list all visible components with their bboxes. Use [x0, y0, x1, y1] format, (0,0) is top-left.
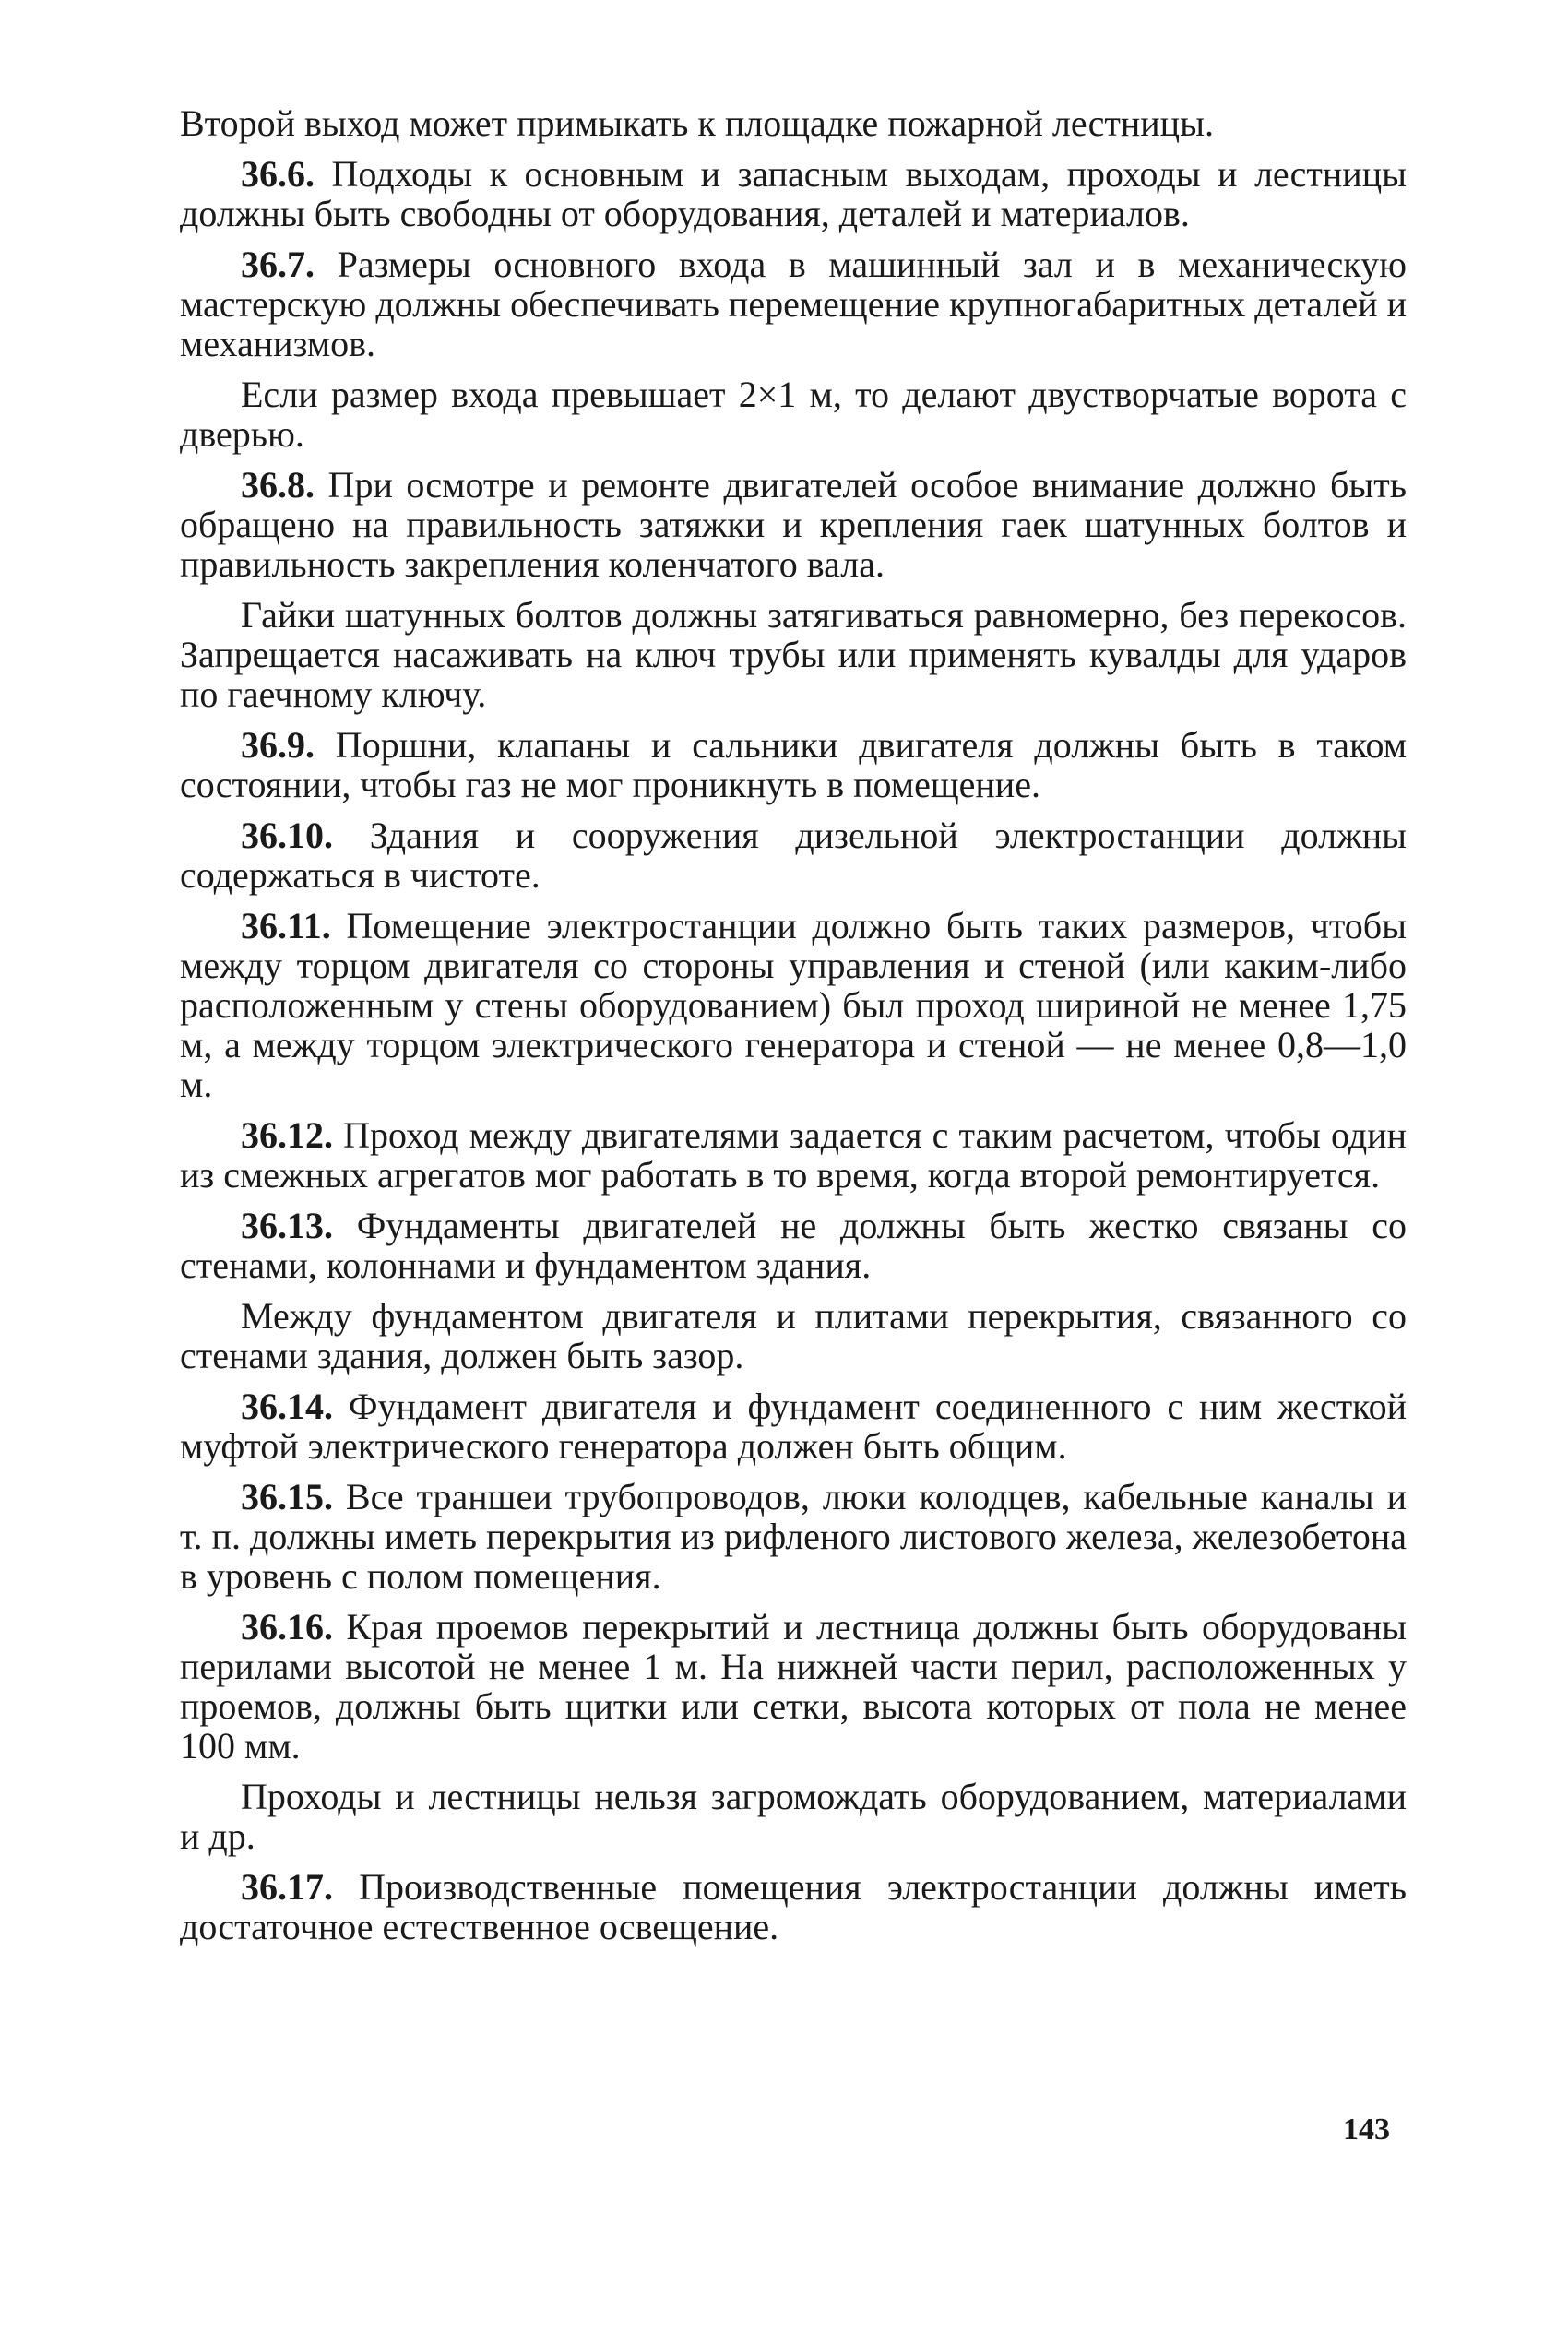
paragraph-36-9: [180, 725, 1407, 804]
clause-number: 36.11.: [241, 905, 331, 946]
paragraph-0: [180, 103, 1407, 143]
paragraph-36-16-b: [180, 1777, 1407, 1856]
paragraph-text: Второй выход может примыкать к площадке пожарной лестницы.: [180, 102, 1214, 144]
paragraph-text: Края проемов перекрытий и лестница должны быть оборудованы перилами высотой не менее 1 м. На нижней части перил, расположенных у проемов, должны быть щитки или сетки, высота которых от пола не менее 100 мм.: [180, 1606, 1407, 1767]
paragraph-36-7: [180, 244, 1407, 363]
paragraph-36-11: [180, 906, 1407, 1104]
clause-number: 36.15.: [241, 1476, 333, 1517]
paragraph-36-10: [180, 815, 1407, 895]
clause-number: 36.14.: [241, 1386, 333, 1427]
paragraph-text: Помещение электростанции должно быть таких размеров, чтобы между торцом двигателя со стороны управления и стеной (или каким-либо расположенным у стены оборудованием) был проход шириной не менее 1,75 м, а между торцом электрического генератора и стеной — не менее 0,8—1,0 м.: [180, 905, 1407, 1105]
paragraph-text: Поршни, клапаны и сальники двигателя должны быть в таком состоянии, чтобы газ не мог проникнуть в помещение.: [180, 724, 1407, 805]
page-number: 143: [1343, 2112, 1390, 2147]
paragraph-36-8-b: [180, 595, 1407, 714]
paragraph-text: Если размер входа превышает 2×1 м, то делают двустворчатые ворота с дверью.: [180, 374, 1407, 455]
paragraph-36-13-b: [180, 1296, 1407, 1375]
paragraph-text: Фундаменты двигателей не должны быть жестко связаны со стенами, колоннами и фундаментом здания.: [180, 1205, 1407, 1286]
paragraph-36-6: [180, 154, 1407, 233]
clause-number: 36.17.: [241, 1866, 333, 1908]
clause-number: 36.13.: [241, 1205, 333, 1246]
clause-number: 36.12.: [241, 1114, 333, 1156]
paragraph-text: Проходы и лестницы нельзя загромождать оборудованием, материалами и др.: [180, 1776, 1407, 1857]
paragraph-text: Размеры основного входа в машинный зал и в механическую мастерскую должны обеспечивать перемещение крупногабаритных деталей и механизмов.: [180, 244, 1407, 364]
paragraph-text: Подходы к основным и запасным выходам, проходы и лестницы должны быть свободны от оборудования, деталей и материалов.: [180, 153, 1407, 234]
clause-number: 36.7.: [241, 244, 315, 285]
paragraph-36-12: [180, 1115, 1407, 1195]
paragraph-36-17: [180, 1867, 1407, 1946]
paragraph-text: При осмотре и ремонте двигателей особое внимание должно быть обращено на правильность затяжки и крепления гаек шатунных болтов и правильность закрепления коленчатого вала.: [180, 464, 1407, 585]
clause-number: 36.8.: [241, 464, 315, 506]
clause-number: 36.16.: [241, 1606, 333, 1648]
paragraph-text: Проход между двигателями задается с таким расчетом, чтобы один из смежных агрегатов мог работать в то время, когда второй ремонтируется.: [180, 1114, 1407, 1196]
clause-number: 36.9.: [241, 724, 315, 766]
clause-number: 36.10.: [241, 815, 333, 856]
paragraph-36-13: [180, 1206, 1407, 1285]
paragraph-text: Все траншеи трубопроводов, люки колодцев, кабельные каналы и т. п. должны иметь перекрытия из рифленого листового железа, железобетона в уровень с полом помещения.: [180, 1476, 1407, 1597]
clause-number: 36.6.: [241, 153, 315, 195]
paragraph-text: Производственные помещения электростанции должны иметь достаточное естественное освещение.: [180, 1866, 1407, 1947]
page-body: [180, 103, 1407, 1957]
paragraph-36-15: [180, 1477, 1407, 1596]
paragraph-36-16: [180, 1607, 1407, 1766]
paragraph-36-7-b: [180, 375, 1407, 454]
paragraph-text: Фундамент двигателя и фундамент соединенного с ним жесткой муфтой электрического генератора должен быть общим.: [180, 1386, 1407, 1467]
paragraph-36-8: [180, 465, 1407, 584]
paragraph-text: Гайки шатунных болтов должны затягиваться равномерно, без перекосов. Запрещается насаживать на ключ трубы или применять кувалды для ударов по гаечному ключу.: [180, 594, 1407, 715]
paragraph-text: Между фундаментом двигателя и плитами перекрытия, связанного со стенами здания, должен быть зазор.: [180, 1295, 1407, 1376]
paragraph-text: Здания и сооружения дизельной электростанции должны содержаться в чистоте.: [180, 815, 1407, 896]
paragraph-36-14: [180, 1386, 1407, 1466]
